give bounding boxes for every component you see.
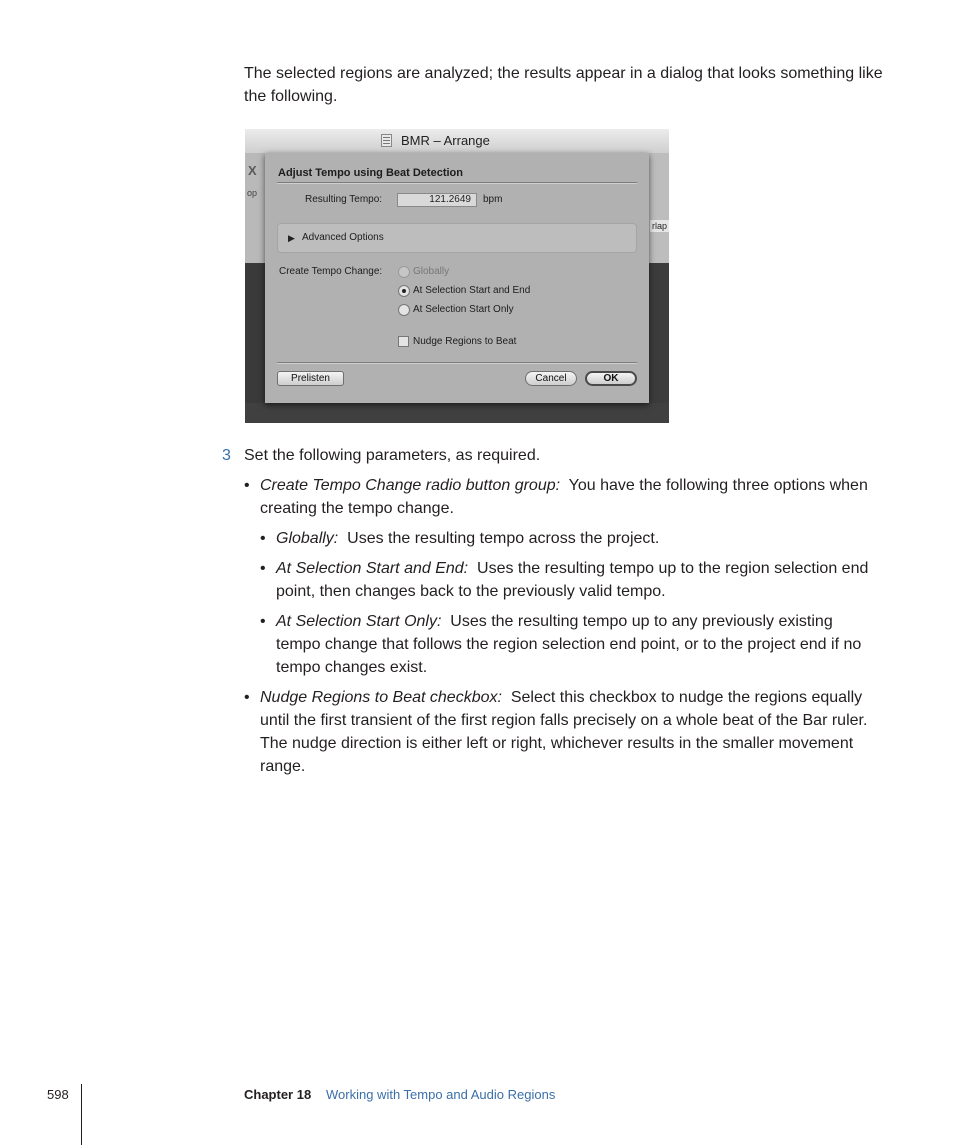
background-glyph: X [248,163,257,178]
background-right-toolbar [649,153,669,263]
step-text: Set the following parameters, as required. [244,447,541,464]
tempo-unit: bpm [483,194,503,205]
divider [277,182,637,184]
advanced-options-disclosure[interactable] [277,223,637,253]
resulting-tempo-field[interactable]: 121.2649 [397,193,477,207]
bullet-nudge: • Nudge Regions to Beat checkbox: Select this checkbox to nudge the regions equally until the first transient of the first region falls precisely on a whole beat of the Bar ruler. The nudge direction is either left or right, whichever results in the smaller movement range. [244,689,868,775]
background-bottom [245,403,669,423]
ok-button[interactable]: OK [585,371,637,386]
nudge-checkbox[interactable] [398,336,409,347]
option-globally-label: Globally [413,266,450,277]
cancel-button[interactable]: Cancel [525,371,577,386]
advanced-options-label: Advanced Options [302,232,384,243]
option-start-only-label: At Selection Start Only [413,304,514,315]
bullet-term: At Selection Start Only: [276,613,442,630]
bullet-text: You have the following three options when creating the tempo change. [260,477,868,517]
step-number: 3 [222,447,231,464]
window-title: BMR – Arrange [401,133,490,148]
page-number: 598 [47,1087,69,1102]
dialog-title: Adjust Tempo using Beat Detection [278,167,463,179]
disclosure-triangle-icon[interactable]: ▶ [288,233,295,243]
bullet-start-only: • At Selection Start Only: Uses the resulting tempo up to any previously existing tempo change that follows the region selection end point, or to the project end if no tempo changes exist. [260,613,862,676]
divider [277,362,637,364]
bullet-text: Select this checkbox to nudge the regions equally until the first transient of the first region falls precisely on a whole beat of the Bar ruler. The nudge direction is either left or right, whichever results in the smaller movement range. [260,689,868,775]
prelisten-button[interactable]: Prelisten [277,371,344,386]
window-titlebar [245,129,669,154]
bullet-term: Create Tempo Change radio button group: [260,477,561,494]
chapter-title: Working with Tempo and Audio Regions [326,1087,556,1102]
bullet-text: Uses the resulting tempo across the project. [347,530,660,547]
background-right-label: rlap [652,221,668,231]
bullet-start-end: • At Selection Start and End: Uses the resulting tempo up to the region selection end point, then changes back to the previously valid tempo. [260,560,869,600]
nudge-label: Nudge Regions to Beat [413,336,517,347]
bullet-globally: • Globally: Uses the resulting tempo across the project. [260,530,660,547]
bullet-text: Uses the resulting tempo up to the region selection end point, then changes back to the previously valid tempo. [276,560,869,600]
create-tempo-label: Create Tempo Change: [279,266,383,277]
document-icon [381,134,392,147]
bullet-term: At Selection Start and End: [276,560,469,577]
radio-globally[interactable] [398,266,410,278]
chapter-label: Chapter 18 [244,1087,312,1102]
bullet-create-tempo: • Create Tempo Change radio button group: You have the following three options when creating the tempo change. [244,477,868,517]
footer-rule [81,1084,82,1145]
background-label: op [247,188,258,198]
radio-selection-start-end[interactable] [398,285,410,297]
bullet-term: Nudge Regions to Beat checkbox: [260,689,502,706]
radio-selection-start-only[interactable] [398,304,410,316]
bullet-text: Uses the resulting tempo up to any previously existing tempo change that follows the region selection end point, or to the project end if no tempo changes exist. [276,613,862,676]
resulting-tempo-label: Resulting Tempo: [305,194,383,205]
option-start-end-label: At Selection Start and End [413,285,531,296]
intro-paragraph: The selected regions are analyzed; the results appear in a dialog that looks something like the following. [244,65,883,105]
adjust-tempo-dialog [265,153,649,403]
bullet-term: Globally: [276,530,339,547]
dialog-screenshot [245,129,669,423]
step-3 [222,444,882,467]
